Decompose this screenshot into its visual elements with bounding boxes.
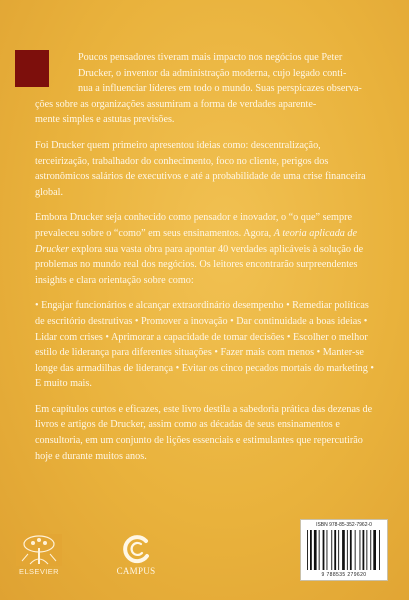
- barcode-digits: 9 788535 279620: [321, 572, 367, 578]
- campus-logo: [112, 532, 160, 576]
- elsevier-label: ELSEVIER: [19, 567, 59, 576]
- intro-line: Drucker, o inventor da administração moderna, cujo legado conti-: [78, 67, 347, 79]
- drop-cap-letter: P: [78, 52, 84, 63]
- paragraph-book-intro: Embora Drucker seja conhecido como pensador e inovador, o “o que” sempre prevaleceu sobre o “como” em seus ensinamentos. Agora, A teoria aplicada de Drucker explora sua vasta obra para apontar 40 verdades aplicáveis à solução de problemas no mundo real dos negócios. Os leitores encontrarão surpreendentes insights e clara orientação sobre como:: [35, 212, 364, 286]
- campus-label: CAMPUS: [116, 566, 156, 576]
- book-title: A teoria aplicada de Drucker: [35, 227, 358, 255]
- paragraph-ideas: Foi Drucker quem primeiro apresentou ideias como: descentralização, terceirização, trabalhador do conhecimento, foco no cliente, perigos dos astronômicos salários de executivos e até a probabilidade de uma crise financeira global.: [35, 139, 366, 198]
- barcode-bars: [307, 530, 381, 570]
- elsevier-tree-icon: [16, 534, 62, 566]
- elsevier-logo: [10, 534, 68, 576]
- paragraph-bullets: • Engajar funcionários e alcançar extraordinário desempenho • Remediar políticas de escritório destrutivas • Promover a inovação • Dar continuidade a boas ideias • Lidar com crises • Aprimorar a capacidade de tomar decisões • Escolher o melhor estilo de liderança para diferentes situações • Fazer mais com menos • Manter-se longe das armadilhas de liderança • Evitar os cinco pecados mortais do marketing • E muito mais.: [35, 300, 374, 390]
- barcode: [300, 519, 388, 581]
- intro-line: mente simples e astutas previsões.: [35, 114, 175, 126]
- intro-line: Poucos pensadores tiveram mais impacto nos negócios que Peter: [78, 52, 343, 63]
- campus-swirl-icon: [119, 532, 153, 566]
- paragraph-closing: Em capítulos curtos e eficazes, este livro destila a sabedoria prática das dezenas de livros e artigos de Drucker, assim como as décadas de seus ensinamentos e consultoria, em um conjunto de lições essenciais e estimulantes que repercutirão hoje e durante muitos anos.: [35, 403, 373, 462]
- intro-line: ções sobre as organizações assumiram a forma de verdades aparente-: [35, 98, 317, 110]
- isbn-text: ISBN 978-85-352-7962-0: [316, 522, 372, 528]
- intro-line: nua a influenciar líderes em todo o mundo. Suas perspicazes observa-: [78, 83, 362, 95]
- blurb: [35, 50, 375, 474]
- paragraph-intro: [35, 50, 375, 128]
